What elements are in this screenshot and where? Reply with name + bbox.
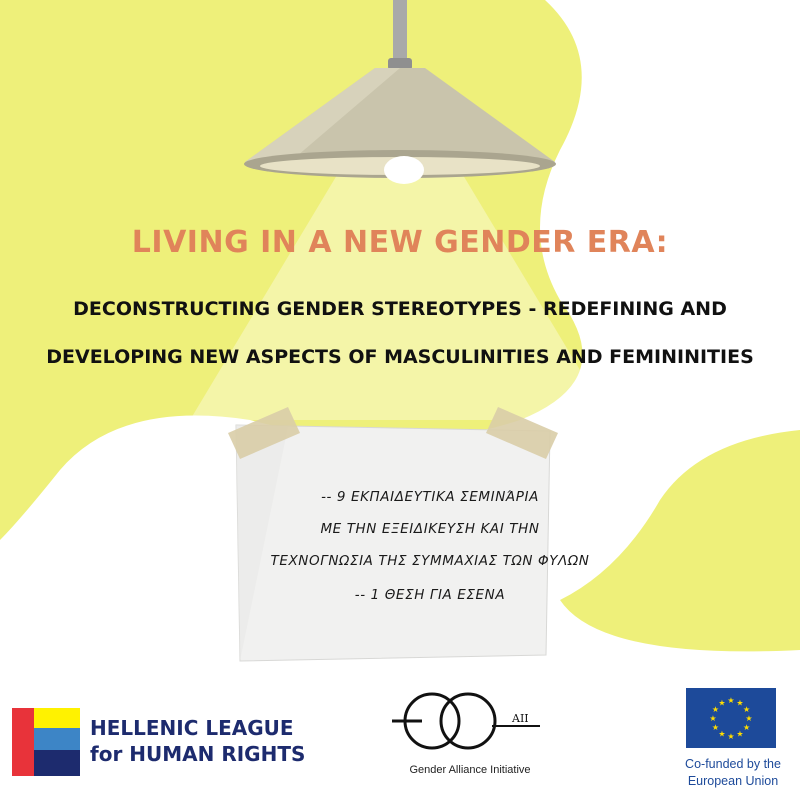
note-line-4: -- 1 ΘΕΣΗ ΓΙΑ ΕΣΕΝΑ: [354, 587, 506, 603]
hellenic-league-name-line-1: HELLENIC LEAGUE: [90, 716, 294, 740]
gai-mark-text: AII: [512, 712, 529, 725]
note-line-3: ΤΕΧΝΟΓΝΩΣΙΑ ΤΗΣ ΣΥΜΜΑΧΙΑΣ ΤΩΝ ΦΥΛΩΝ: [270, 553, 590, 569]
hellenic-league-logo: [12, 708, 80, 776]
eu-label-line-1: Co-funded by the: [685, 757, 781, 771]
eu-star-icon: ★: [718, 729, 726, 739]
poster-subtitle-line-2: DEVELOPING NEW ASPECTS OF MASCULINITIES AND FEMININITIES: [46, 346, 754, 368]
gender-alliance-label: Gender Alliance Initiative: [409, 764, 531, 776]
note-line-2: ΜΕ ΤΗΝ ΕΞΕΙΔΙΚΕΥΣΗ ΚΑΙ ΤΗΝ: [320, 521, 540, 537]
eu-star-icon: ★: [727, 696, 735, 705]
hellenic-league-name-line-2: for HUMAN RIGHTS: [90, 742, 306, 766]
gender-alliance-logo: [392, 688, 542, 754]
lamp-rod: [393, 0, 407, 62]
eu-flag-icon: [686, 688, 776, 748]
eu-label-line-2: European Union: [687, 774, 779, 788]
eu-star-icon: ★: [711, 723, 719, 732]
eu-star-icon: ★: [718, 698, 726, 708]
eu-star-icon: ★: [743, 723, 751, 732]
poster-subtitle-line-1: DECONSTRUCTING GENDER STEREOTYPES - REDEFINING AND: [73, 298, 727, 320]
eu-star-icon: ★: [711, 705, 719, 714]
eu-star-icon: ★: [736, 729, 744, 739]
eu-star-icon: ★: [709, 714, 717, 723]
poster-title: LIVING IN A NEW GENDER ERA:: [131, 225, 669, 260]
eu-star-icon: ★: [736, 698, 744, 708]
note-line-1: -- 9 ΕΚΠΑΙΔΕΥΤΙΚΑ ΣΕΜΙΝΆΡΙΑ: [321, 489, 539, 505]
eu-star-icon: ★: [727, 732, 735, 741]
yellow-blob-right: [560, 430, 800, 651]
eu-star-icon: ★: [745, 714, 753, 723]
light-bulb: [384, 156, 424, 184]
eu-star-icon: ★: [743, 705, 751, 714]
